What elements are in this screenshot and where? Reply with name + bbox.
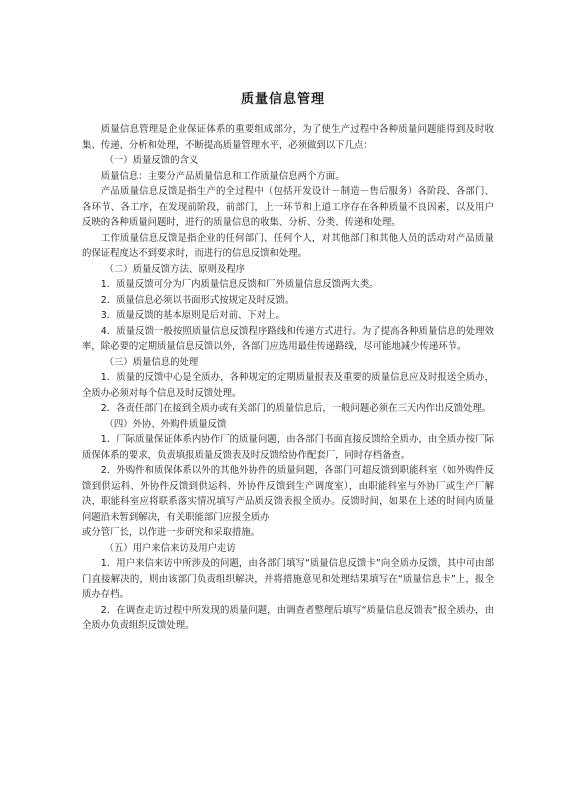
document-body	[82, 122, 494, 634]
list-item: 1．厂际质量保证体系内协作厂的质量问题，由各部门书面直接反馈给全质办，由全质办按厂际质保体系的要求，负责填报质量反馈表及时反馈给协作配套厂，同时存档备查。	[82, 434, 494, 461]
paragraph: 工作质量信息反馈是指企业的任何部门、任何个人，对其他部门和其他人员的活动对产品质量的保证程度达不到要求时，而进行的信息反馈和处理。	[82, 232, 494, 259]
list-item: 1．质量的反馈中心是全质办，各种规定的定期质量报表及重要的质量信息应及时报送全质办，全质办必须对每个信息及时反馈处理。	[82, 372, 494, 399]
list-item: 3．质量反馈的基本原则是后对前、下对上。	[100, 310, 285, 321]
section-heading: （四）外协、外购件质量反馈	[104, 418, 227, 430]
list-item: 2．质量信息必须以书面形式按规定及时反馈。	[100, 294, 295, 306]
section-heading: （二）质量反馈方法、原则及程序	[104, 263, 246, 275]
list-item: 4．质量反馈一般按照质量信息反馈程序路线和传递方式进行。为了提高各种质量信息的处理效率，除必要的定期质量信息反馈以外，各部门应选用最佳传递路线，尽可能地减少传递环节。	[82, 325, 494, 352]
section-heading: （三）质量信息的处理	[104, 356, 199, 368]
section-heading: （五）用户来信来访及用户走访	[104, 542, 236, 554]
paragraph: 质量信息：主要分产品质量信息和工作质量信息两个方面。	[100, 170, 345, 182]
list-item: 1．质量反馈可分为厂内质量信息反馈和厂外质量信息反馈两大类。	[100, 279, 379, 290]
intro-paragraph: 质量信息管理是企业保证体系的重要组成部分，为了使生产过程中各种质量问题能得到及时收集、传递、分析和处理，不断提高质量管理水平，必须做到以下几点：	[82, 124, 494, 151]
list-item: 1．用户来信来访中所涉及的问题，由各部门填写“质量信息反馈卡”向全质办反馈，其中可由部门直接解决的，则由该部门负责组织解决，并将措施意见和处理结果填写在“质量信息卡”上，报全质办存档。	[82, 558, 494, 600]
continuation-line: 或分管厂长，以作进一步研究和采取措施。	[82, 527, 261, 538]
document-title: 质量信息管理	[240, 92, 325, 107]
paragraph: 产品质量信息反馈是指生产的全过程中（包括开发设计－制造－售后服务）各阶段、各部门、各环节、各工序，在发现前阶段，前部门，上一环节和上道工序存在各种质量不良因素，以及用户反映的各种质量问题时，进行的质量信息的收集、分析、分类、传递和处理。	[82, 186, 494, 228]
list-item: 2．外购件和质保体系以外的其他外协件的质量问题，各部门可超反馈到职能科室（如外购件反馈到供运科、外协件反馈到供运科、外协件反馈到生产调度室），由职能科室与外协厂或生产厂解决，职能科室应将联系落实情况填写产品质反馈表报全质办。反馈时间，如果在上述的时间内质量问题沿未暂到解决，有关职能部门应报全质办	[82, 465, 494, 523]
section-heading: （一）质量反馈的含义	[104, 155, 199, 166]
list-item: 2．在调查走访过程中所发现的质量问题，由调查者整理后填写“质量信息反馈表”报全质办，由全质办负责组织反馈处理。	[82, 604, 494, 631]
list-item: 2．各责任部门在接到全质办或有关部门的质量信息后，一般问题必须在三天内作出反馈处理。	[100, 403, 492, 414]
